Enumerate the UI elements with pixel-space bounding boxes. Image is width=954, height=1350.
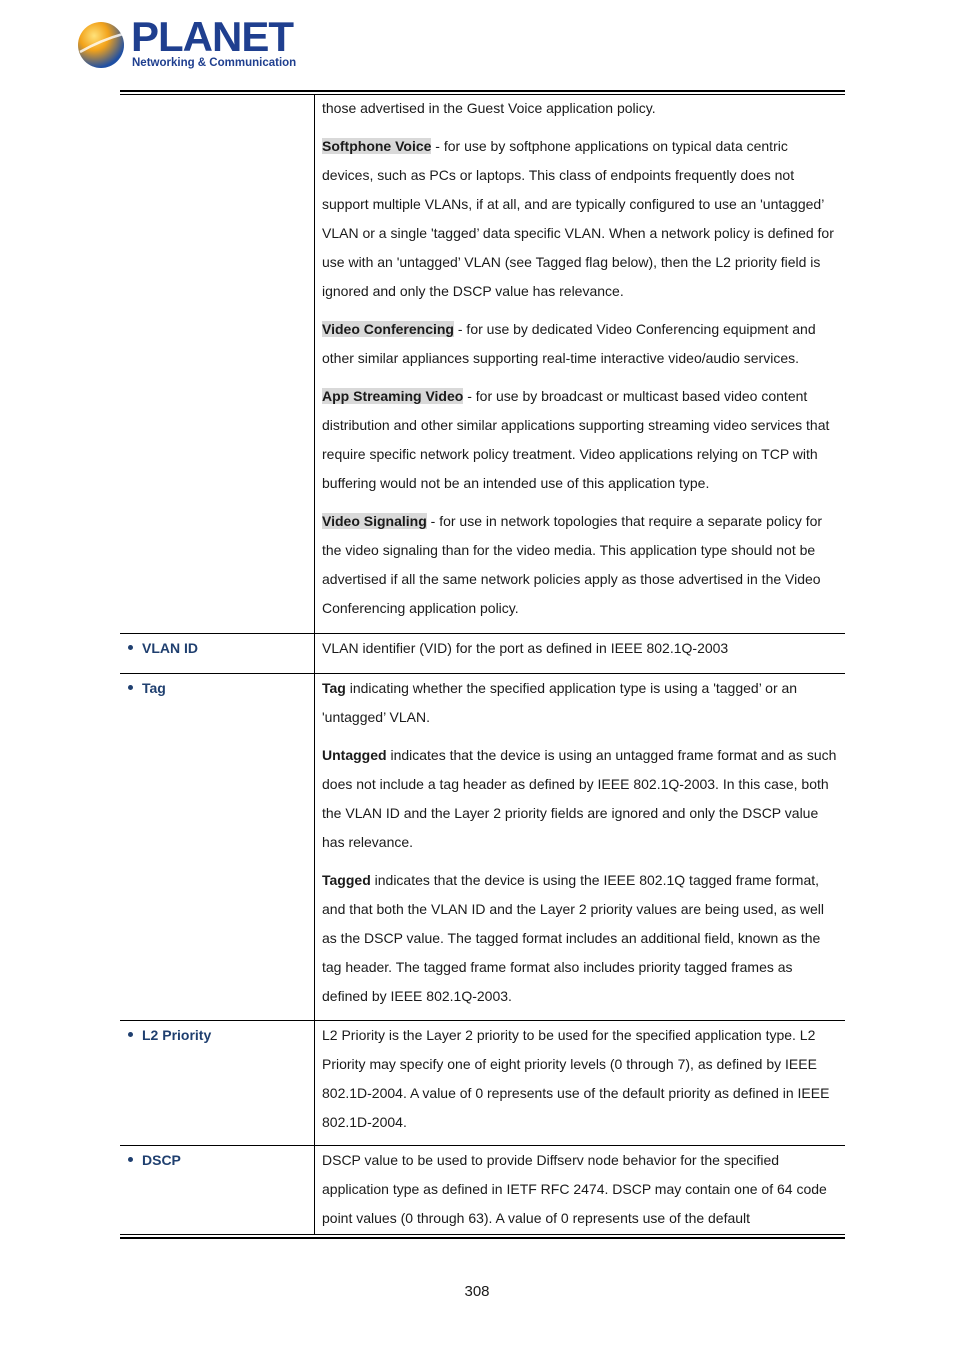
bullet-icon — [128, 685, 133, 690]
description-text: those advertised in the Guest Voice application policy. — [322, 100, 656, 116]
description-text: DSCP value to be used to provide Diffserv node behavior for the specified application type as defined in IETF RFC 2474. DSCP may contain one of 64 code point values (0 through 63). A value of 0 represents use of the default — [322, 1152, 827, 1226]
description-paragraph — [322, 1021, 842, 1137]
description-paragraph — [322, 674, 842, 732]
description-paragraph — [322, 94, 842, 123]
bullet-icon — [128, 1157, 133, 1162]
description-paragraph — [322, 382, 842, 498]
planet-logo — [76, 13, 297, 72]
logo-tagline: Networking & Communication — [132, 57, 297, 69]
description-text: - for use in network topologies that require a separate policy for the video signaling than for the video media. This application type should not be advertised if all the same network policies apply as those advertised in the Video Conferencing application policy. — [322, 513, 823, 616]
table-row — [120, 673, 845, 1021]
term-label: Untagged — [322, 747, 387, 763]
term-label: Tag — [322, 680, 346, 696]
description-cell — [322, 674, 842, 1011]
description-cell — [322, 634, 842, 663]
description-paragraph — [322, 315, 842, 373]
parameter-cell — [120, 1021, 315, 1146]
parameter-label: DSCP — [142, 1152, 181, 1168]
description-text: L2 Priority is the Layer 2 priority to be used for the specified application type. L2 Priority may specify one of eight priority levels (0 through 7), as defined by IEEE 802.1D-2004. A value of 0 represents use of the default priority as defined in IEEE 802.1D-2004. — [322, 1027, 830, 1130]
term-label: Video Conferencing — [322, 321, 454, 337]
logo-wordmark: PLANET — [131, 13, 293, 60]
table-row — [120, 1145, 845, 1235]
description-text: indicates that the device is using an untagged frame format and as such does not include a tag header as defined by IEEE 802.1Q-2003. In this case, both the VLAN ID and the Layer 2 priority fields are ignored and only the DSCP value has relevance. — [322, 747, 837, 850]
description-paragraph — [322, 1146, 842, 1233]
globe-icon — [76, 20, 126, 70]
parameter-cell — [120, 634, 315, 674]
term-label: Tagged — [322, 872, 371, 888]
parameter-name — [128, 1152, 181, 1168]
table-row — [120, 94, 845, 633]
description-cell — [322, 1021, 842, 1137]
description-text: VLAN identifier (VID) for the port as defined in IEEE 802.1Q-2003 — [322, 640, 729, 656]
description-text: indicates that the device is using the IEEE 802.1Q tagged frame format, and that both the VLAN ID and the Layer 2 priority values are being used, as well as the DSCP value. The tagged format includes an additional field, known as the tag header. The tagged frame format also includes priority tagged frames as defined by IEEE 802.1Q-2003. — [322, 872, 824, 1004]
description-paragraph — [322, 634, 842, 663]
description-cell — [322, 94, 842, 623]
bullet-icon — [128, 1032, 133, 1037]
parameter-cell — [120, 94, 315, 633]
bullet-icon — [128, 645, 133, 650]
description-text: indicating whether the specified application type is using a 'tagged’ or an 'untagged’ VLAN. — [322, 680, 798, 725]
table-bottom-border — [120, 1234, 845, 1239]
description-paragraph — [322, 507, 842, 623]
table-row — [120, 633, 845, 674]
term-label: App Streaming Video — [322, 388, 464, 404]
description-cell — [322, 1146, 842, 1233]
description-paragraph — [322, 132, 842, 306]
parameter-cell — [120, 674, 315, 1021]
parameter-name — [128, 1027, 211, 1043]
term-label: Video Signaling — [322, 513, 427, 529]
parameter-label: Tag — [142, 680, 166, 696]
page-number: 308 — [464, 1283, 490, 1300]
description-paragraph — [322, 741, 842, 857]
description-paragraph — [322, 866, 842, 1011]
parameter-label: VLAN ID — [142, 640, 198, 656]
parameter-name — [128, 640, 198, 656]
description-text: - for use by broadcast or multicast based video content distribution and other similar applications supporting streaming video services that require specific network policy treatment. Video applications relying on TCP with buffering would not be an intended use of this application type. — [322, 388, 830, 491]
term-label: Softphone Voice — [322, 138, 432, 154]
description-text: - for use by softphone applications on typical data centric devices, such as PCs or laptops. This class of endpoints frequently does not support multiple VLANs, if at all, and are typically configured to use an 'untagged’ VLAN or a single 'tagged’ data specific VLAN. When a network policy is defined for use with an 'untagged’ VLAN (see Tagged flag below), then the L2 priority field is ignored and only the DSCP value has relevance. — [322, 138, 834, 299]
parameter-name — [128, 680, 166, 696]
parameter-cell — [120, 1146, 315, 1235]
parameter-label: L2 Priority — [142, 1027, 212, 1043]
table-row — [120, 1020, 845, 1146]
description-text: - for use by dedicated Video Conferencing equipment and other similar appliances supporting real-time interactive video/audio services. — [322, 321, 816, 366]
